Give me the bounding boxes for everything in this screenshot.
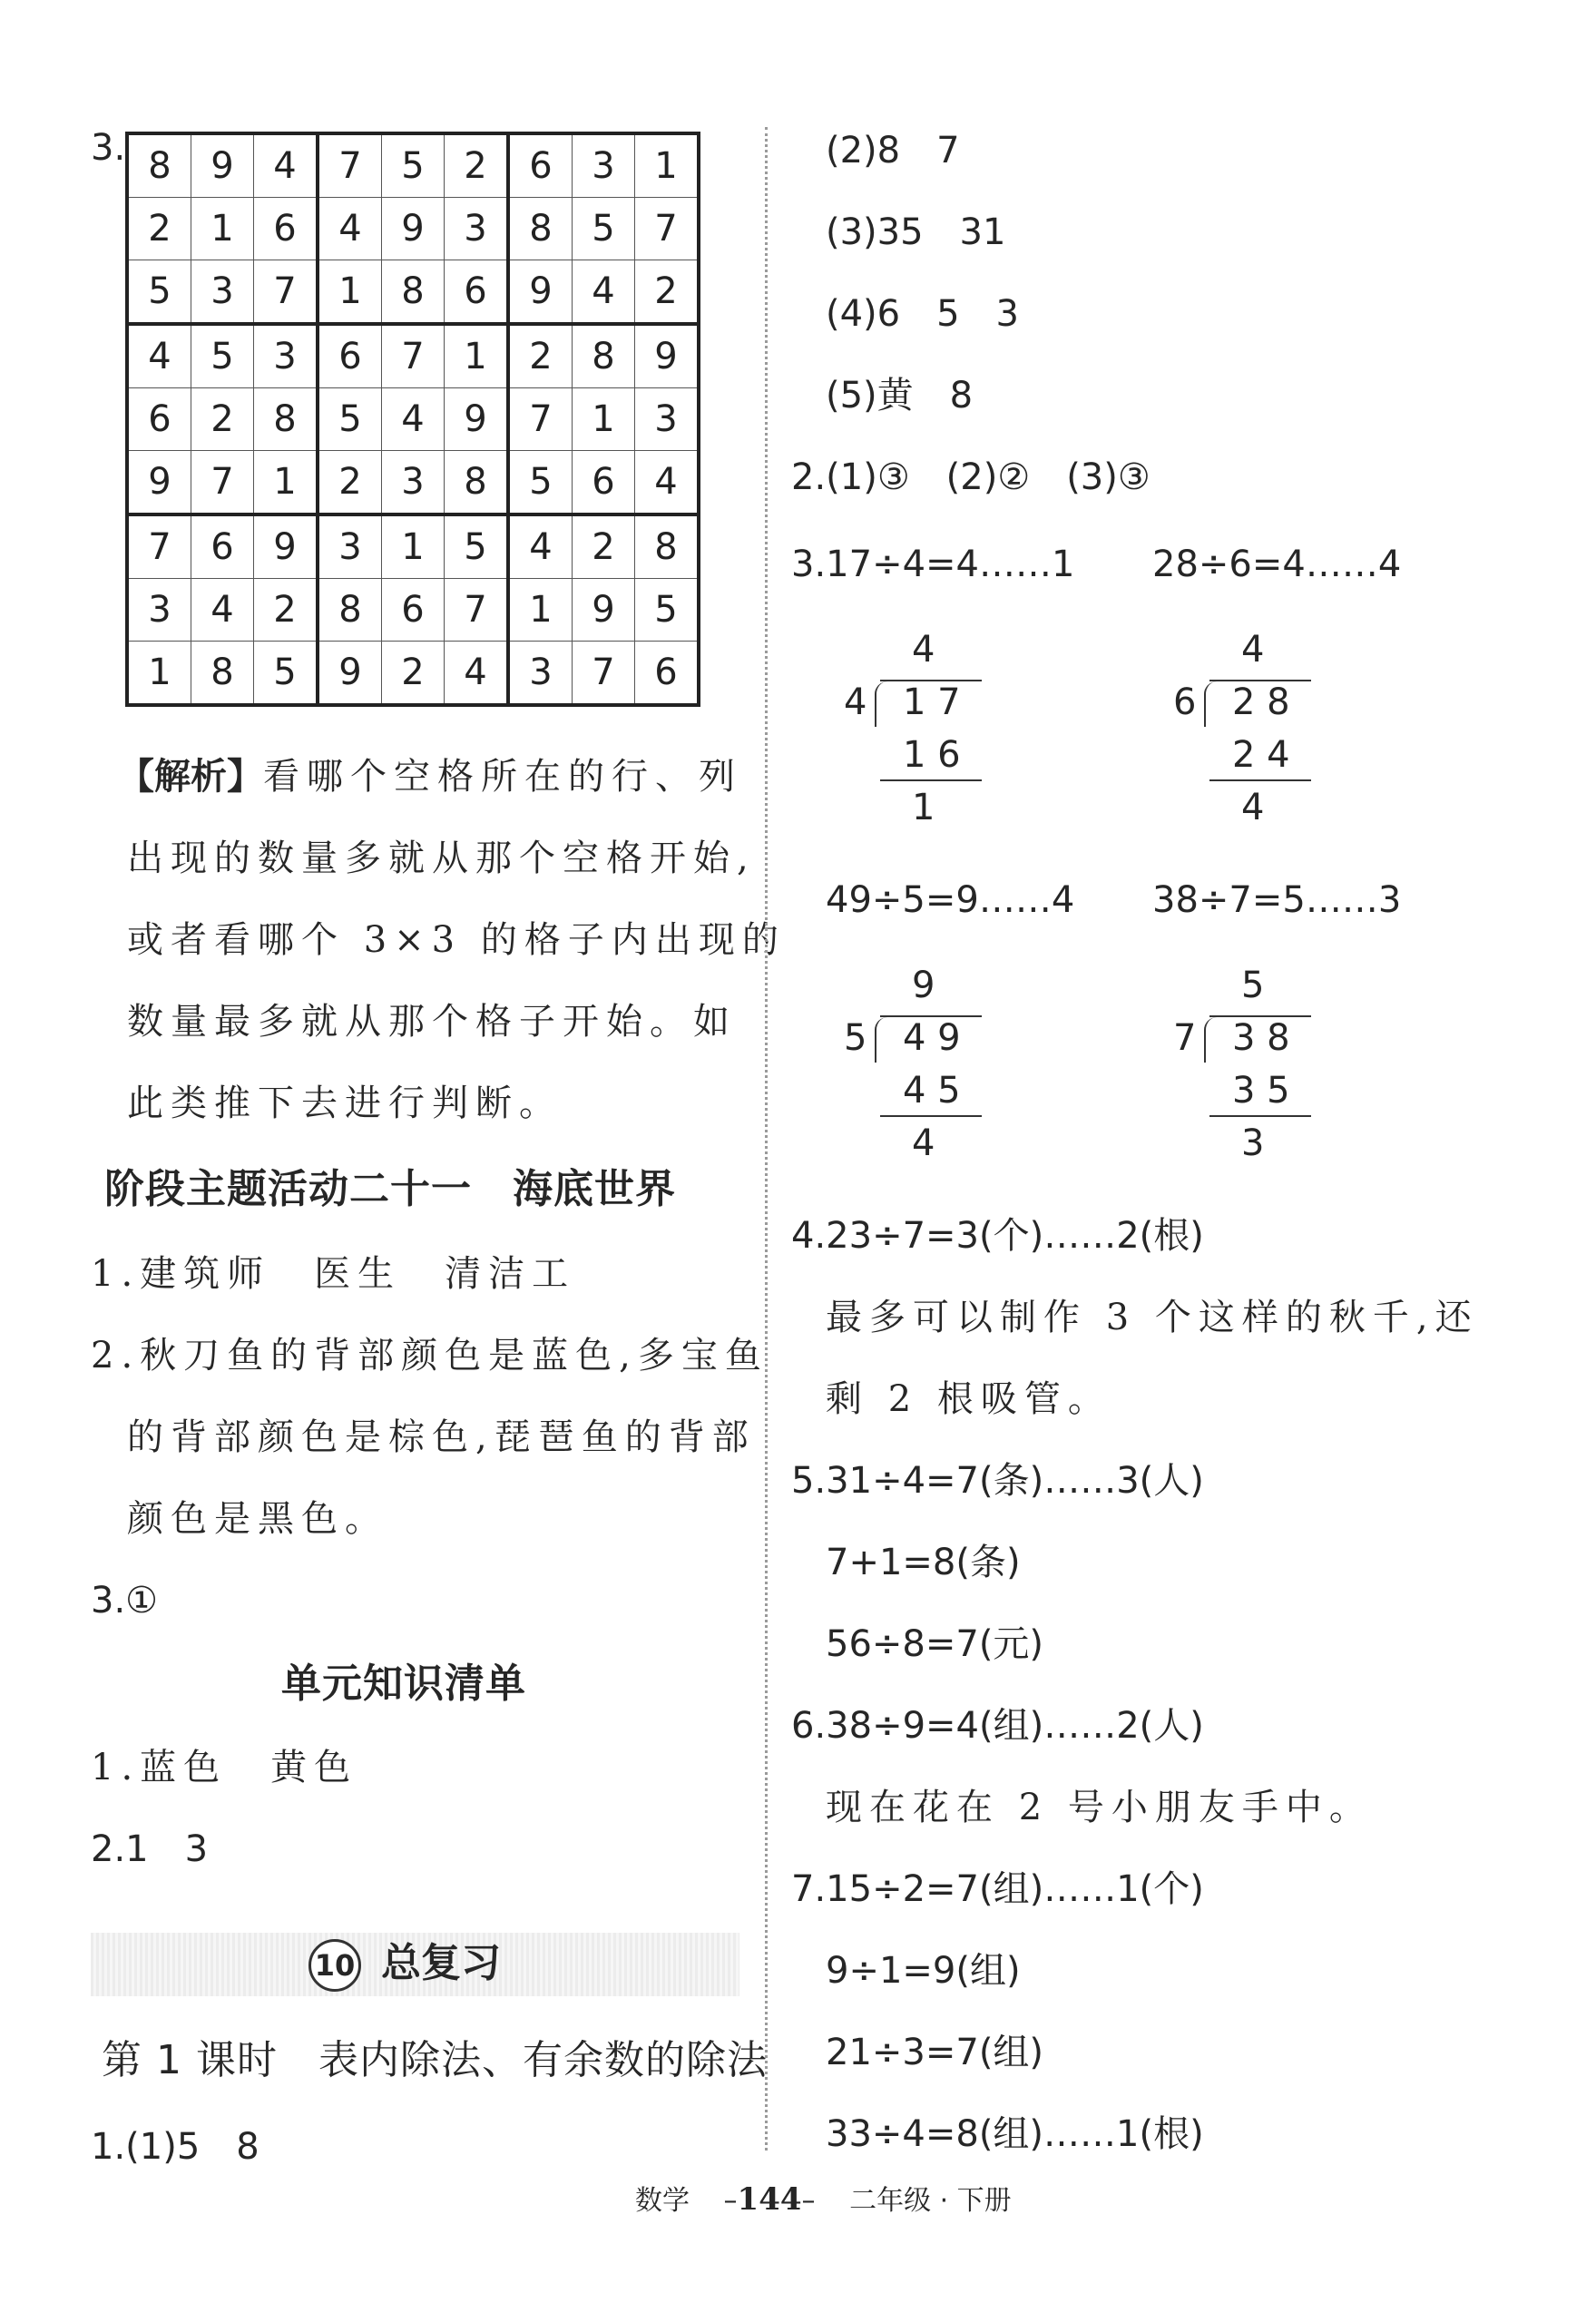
column-divider <box>765 127 768 2151</box>
answer-line: 7.15÷2=7(组)……1(个) <box>791 1868 1204 1910</box>
division-equation: 3.17÷4=4……1 <box>791 544 1075 585</box>
sudoku-cell: 5 <box>635 579 700 642</box>
lesson-first-answer: 1.(1)5 8 <box>91 2126 259 2168</box>
sudoku-row <box>127 388 699 451</box>
sudoku-cell: 1 <box>382 514 445 579</box>
activity-item: 1.建筑师 医生 清洁工 <box>91 1253 576 1295</box>
sudoku-cell: 8 <box>191 642 254 706</box>
ld-dividend: 1 7 <box>903 681 961 723</box>
answer-line: 21÷3=7(组) <box>826 2032 1044 2073</box>
section-title: 总复习 <box>381 1940 501 1986</box>
sudoku-cell: 2 <box>508 324 573 388</box>
sudoku-cell: 3 <box>318 514 382 579</box>
ld-product: 2 4 <box>1232 734 1290 776</box>
sudoku-cell: 9 <box>127 451 191 515</box>
sudoku-cell: 5 <box>191 324 254 388</box>
sudoku-cell: 9 <box>445 388 509 451</box>
sudoku-cell: 8 <box>127 133 191 198</box>
sudoku-cell: 5 <box>508 451 573 515</box>
analysis-line: 此类推下去进行判断。 <box>127 1083 563 1124</box>
ld-dividend: 3 8 <box>1232 1017 1290 1059</box>
sudoku-cell: 3 <box>508 642 573 706</box>
answer-line: 7+1=8(条) <box>826 1542 1021 1583</box>
ld-divisor: 6 <box>1173 681 1197 723</box>
ld-rule <box>1209 1115 1311 1117</box>
answer-line: (4)6 5 3 <box>826 293 1020 335</box>
sudoku-cell: 7 <box>445 579 509 642</box>
ld-quotient: 4 <box>912 629 935 671</box>
sudoku-cell: 8 <box>254 388 318 451</box>
sudoku-question-number: 3. <box>91 127 126 169</box>
ld-bracket <box>875 1017 887 1063</box>
ld-remainder: 4 <box>1241 787 1265 828</box>
division-equation: 49÷5=9……4 <box>826 879 1075 921</box>
sudoku-cell: 8 <box>382 260 445 325</box>
sudoku-cell: 4 <box>191 579 254 642</box>
sudoku-cell: 2 <box>573 514 635 579</box>
sudoku-cell: 4 <box>382 388 445 451</box>
ld-remainder: 1 <box>912 787 935 828</box>
sudoku-row <box>127 451 699 515</box>
page-number: 144 <box>737 2181 802 2218</box>
sudoku-cell: 3 <box>573 133 635 198</box>
answer-line: 2.(1)③ (2)② (3)③ <box>791 456 1150 498</box>
sudoku-cell: 9 <box>635 324 700 388</box>
sudoku-cell: 3 <box>191 260 254 325</box>
sudoku-cell: 8 <box>635 514 700 579</box>
sudoku-cell: 2 <box>382 642 445 706</box>
sudoku-row <box>127 133 699 198</box>
sudoku-cell: 8 <box>445 451 509 515</box>
sudoku-cell: 4 <box>573 260 635 325</box>
sudoku-cell: 6 <box>127 388 191 451</box>
answer-line: 最多可以制作 3 个这样的秋千,还 <box>826 1297 1479 1338</box>
sudoku-cell: 2 <box>445 133 509 198</box>
sudoku-cell: 1 <box>635 133 700 198</box>
answer-line: 剩 2 根吸管。 <box>826 1378 1111 1420</box>
sudoku-cell: 1 <box>318 260 382 325</box>
sudoku-cell: 7 <box>635 198 700 260</box>
sudoku-cell: 7 <box>382 324 445 388</box>
ld-divisor: 5 <box>844 1017 867 1059</box>
sudoku-cell: 7 <box>573 642 635 706</box>
sudoku-cell: 8 <box>508 198 573 260</box>
sudoku-cell: 3 <box>382 451 445 515</box>
sudoku-cell: 1 <box>127 642 191 706</box>
activity-item: 颜色是黑色。 <box>127 1498 388 1540</box>
analysis-tag: 【解析】 <box>118 756 263 798</box>
ld-quotient: 4 <box>1241 629 1265 671</box>
sudoku-cell: 8 <box>318 579 382 642</box>
analysis-line: 看哪个空格所在的行、列 <box>263 756 742 798</box>
ld-divisor: 4 <box>844 681 867 723</box>
sudoku-cell: 2 <box>635 260 700 325</box>
sudoku-row <box>127 642 699 706</box>
sudoku-cell: 3 <box>127 579 191 642</box>
sudoku-cell: 5 <box>318 388 382 451</box>
sudoku-cell: 9 <box>191 133 254 198</box>
answer-line: 33÷4=8(组)……1(根) <box>826 2113 1204 2155</box>
footer-subject: 数学 <box>635 2185 690 2217</box>
sudoku-row <box>127 198 699 260</box>
lesson-title: 第 1 课时 表内除法、有余数的除法 <box>102 2037 768 2083</box>
division-equation: 28÷6=4……4 <box>1152 544 1402 585</box>
sudoku-cell: 7 <box>254 260 318 325</box>
analysis-line: 出现的数量多就从那个空格开始, <box>127 838 756 879</box>
sudoku-cell: 1 <box>191 198 254 260</box>
sudoku-cell: 6 <box>254 198 318 260</box>
activity-item: 的背部颜色是棕色,琵琶鱼的背部 <box>127 1416 756 1458</box>
sudoku-row <box>127 324 699 388</box>
ld-rule <box>880 1115 982 1117</box>
sudoku-cell: 1 <box>573 388 635 451</box>
sudoku-row <box>127 260 699 325</box>
sudoku-cell: 3 <box>445 198 509 260</box>
sudoku-cell: 6 <box>445 260 509 325</box>
sudoku-cell: 6 <box>635 642 700 706</box>
sudoku-cell: 4 <box>635 451 700 515</box>
ld-product: 1 6 <box>903 734 961 776</box>
answer-line: (2)8 7 <box>826 130 960 171</box>
activity-item: 3.① <box>91 1580 159 1621</box>
sudoku-cell: 6 <box>191 514 254 579</box>
sudoku-cell: 2 <box>318 451 382 515</box>
sudoku-cell: 2 <box>127 198 191 260</box>
sudoku-cell: 6 <box>573 451 635 515</box>
sudoku-cell: 9 <box>254 514 318 579</box>
sudoku-cell: 5 <box>573 198 635 260</box>
sudoku-cell: 9 <box>382 198 445 260</box>
ld-bracket <box>1204 1017 1217 1063</box>
ld-rule <box>880 779 982 781</box>
ld-product: 4 5 <box>903 1070 961 1112</box>
checklist-item: 2.1 3 <box>91 1828 209 1870</box>
sudoku-cell: 7 <box>318 133 382 198</box>
ld-remainder: 4 <box>912 1122 935 1164</box>
sudoku-cell: 5 <box>445 514 509 579</box>
answer-line: 4.23÷7=3(个)……2(根) <box>791 1215 1204 1257</box>
division-equation: 38÷7=5……3 <box>1152 879 1402 921</box>
sudoku-cell: 9 <box>508 260 573 325</box>
footer-grade: 二年级 · 下册 <box>849 2185 1012 2217</box>
sudoku-cell: 8 <box>573 324 635 388</box>
section-banner <box>91 1933 739 1996</box>
section-number-badge: 10 <box>308 1939 361 1992</box>
ld-dividend: 4 9 <box>903 1017 961 1059</box>
activity-item: 2.秋刀鱼的背部颜色是蓝色,多宝鱼 <box>91 1335 769 1377</box>
answer-line: 56÷8=7(元) <box>826 1623 1044 1665</box>
sudoku-cell: 6 <box>318 324 382 388</box>
sudoku-cell: 2 <box>191 388 254 451</box>
sudoku-cell: 4 <box>127 324 191 388</box>
ld-dividend: 2 8 <box>1232 681 1290 723</box>
sudoku-cell: 7 <box>127 514 191 579</box>
sudoku-cell: 6 <box>508 133 573 198</box>
answer-line: 现在花在 2 号小朋友手中。 <box>826 1787 1373 1828</box>
sudoku-cell: 3 <box>254 324 318 388</box>
ld-product: 3 5 <box>1232 1070 1290 1112</box>
answer-line: (5)黄 8 <box>826 375 974 416</box>
answer-line: 5.31÷4=7(条)……3(人) <box>791 1460 1204 1502</box>
page-footer: 数学 –144– 二年级 · 下册 <box>635 2181 1012 2218</box>
ld-quotient: 9 <box>912 965 935 1006</box>
sudoku-row <box>127 579 699 642</box>
sudoku-cell: 4 <box>508 514 573 579</box>
ld-quotient: 5 <box>1241 965 1265 1006</box>
right-column <box>771 0 1596 2322</box>
sudoku-cell: 7 <box>191 451 254 515</box>
ld-rule <box>1209 779 1311 781</box>
sudoku-cell: 1 <box>445 324 509 388</box>
sudoku-cell: 4 <box>318 198 382 260</box>
sudoku-cell: 5 <box>127 260 191 325</box>
sudoku-row <box>127 514 699 579</box>
ld-bracket <box>1204 681 1217 727</box>
checklist-item: 1.蓝色 黄色 <box>91 1747 358 1788</box>
sudoku-cell: 9 <box>318 642 382 706</box>
sudoku-cell: 9 <box>573 579 635 642</box>
sudoku-grid <box>125 132 700 707</box>
sudoku-cell: 6 <box>382 579 445 642</box>
sudoku-cell: 7 <box>508 388 573 451</box>
sudoku-cell: 4 <box>254 133 318 198</box>
sudoku-cell: 1 <box>254 451 318 515</box>
sudoku-cell: 4 <box>445 642 509 706</box>
sudoku-cell: 5 <box>382 133 445 198</box>
answer-line: (3)35 31 <box>826 211 1006 253</box>
ld-remainder: 3 <box>1241 1122 1265 1164</box>
sudoku-cell: 5 <box>254 642 318 706</box>
answer-line: 6.38÷9=4(组)……2(人) <box>791 1705 1204 1747</box>
checklist-title: 单元知识清单 <box>281 1661 526 1707</box>
answer-line: 9÷1=9(组) <box>826 1950 1021 1992</box>
ld-bracket <box>875 681 887 727</box>
sudoku-cell: 2 <box>254 579 318 642</box>
analysis-line: 数量最多就从那个格子开始。如 <box>127 1001 737 1043</box>
sudoku-cell: 1 <box>508 579 573 642</box>
analysis-paragraph <box>118 753 742 800</box>
activity-title: 阶段主题活动二十一 海底世界 <box>104 1166 676 1212</box>
ld-divisor: 7 <box>1173 1017 1197 1059</box>
analysis-line: 或者看哪个 3×3 的格子内出现的 <box>127 919 786 961</box>
sudoku-cell: 3 <box>635 388 700 451</box>
